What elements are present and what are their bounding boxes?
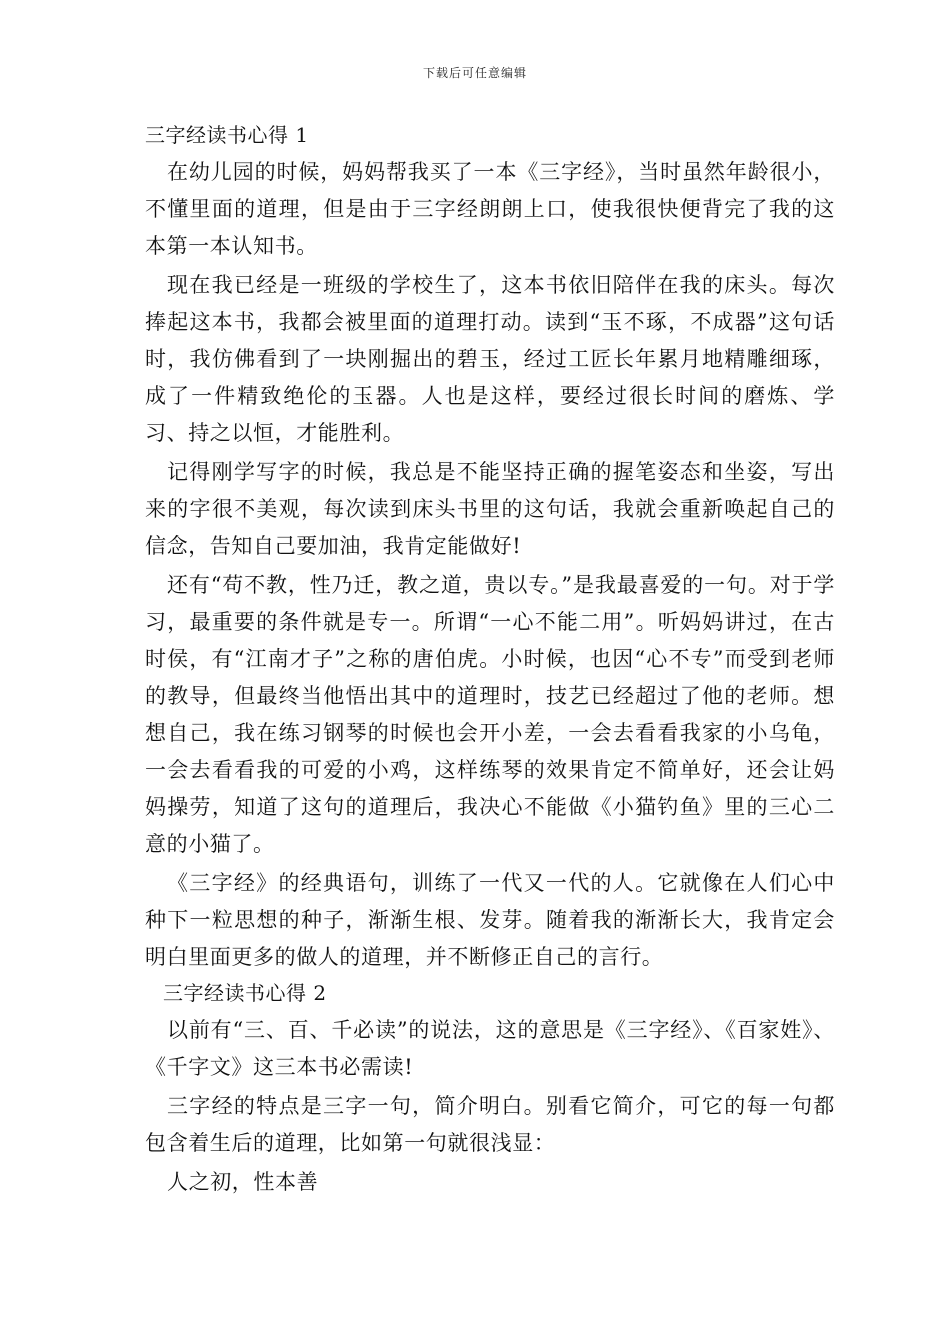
header-note: 下载后可任意编辑 [422,66,527,80]
section-title: 三字经读书心得 1 [145,123,309,147]
paragraph: 人之初，性本善 [167,1170,319,1194]
paragraph: 现在我已经是一班级的学校生了，这本书依旧陪伴在我的床头。每次捧起这本书，我都会被里面的道理打动。读到“玉不琢，不成器”这句话时，我仿佛看到了一块刚掘出的碧玉，经过工匠长年累月地精雕细琢，成了一件精致绝伦的玉器。人也是这样，要经过很长时间的磨炼、学习、持之以恒，才能胜利。 [145,273,835,445]
paragraph: 在幼儿园的时候，妈妈帮我买了一本《三字经》，当时虽然年龄很小，不懂里面的道理，但是由于三字经朗朗上口，使我很快便背完了我的这本第一本认知书。 [145,160,835,258]
paragraph: 以前有“三、百、千必读”的说法，这的意思是《三字经》、《百家姓》、《千字文》这三本书必需读! [145,1018,835,1079]
paragraph: 还有“苟不教，性乃迁，教之道，贵以专。”是我最喜爱的一句。对于学习，最重要的条件就是专一。所谓“一心不能二用”。听妈妈讲过，在古时侯，有“江南才子”之称的唐伯虎。小时候，也因“心不专”而受到老师的教导，但最终当他悟出其中的道理时，技艺已经超过了他的老师。想想自己，我在练习钢琴的时候也会开小差，一会去看看我家的小乌龟，一会去看看我的可爱的小鸡，这样练琴的效果肯定不简单好，还会让妈妈操劳，知道了这句的道理后，我决心不能做《小猫钓鱼》里的三心二意的小猫了。 [145,573,835,856]
paragraph: 三字经的特点是三字一句，简介明白。别看它简介，可它的每一句都包含着生后的道理，比如第一句就很浅显： [145,1094,835,1155]
paragraph: 《三字经》的经典语句，训练了一代又一代的人。它就像在人们心中种下一粒思想的种子，渐渐生根、发芽。随着我的渐渐长大，我肯定会明白里面更多的做人的道理，并不断修正自己的言行。 [145,871,835,969]
section-title: 三字经读书心得 2 [163,981,327,1005]
document-body [145,120,835,1203]
paragraph: 记得刚学写字的时候，我总是不能坚持正确的握笔姿态和坐姿，写出来的字很不美观，每次读到床头书里的这句话，我就会重新唤起自己的信念，告知自己要加油，我肯定能做好! [145,460,835,558]
